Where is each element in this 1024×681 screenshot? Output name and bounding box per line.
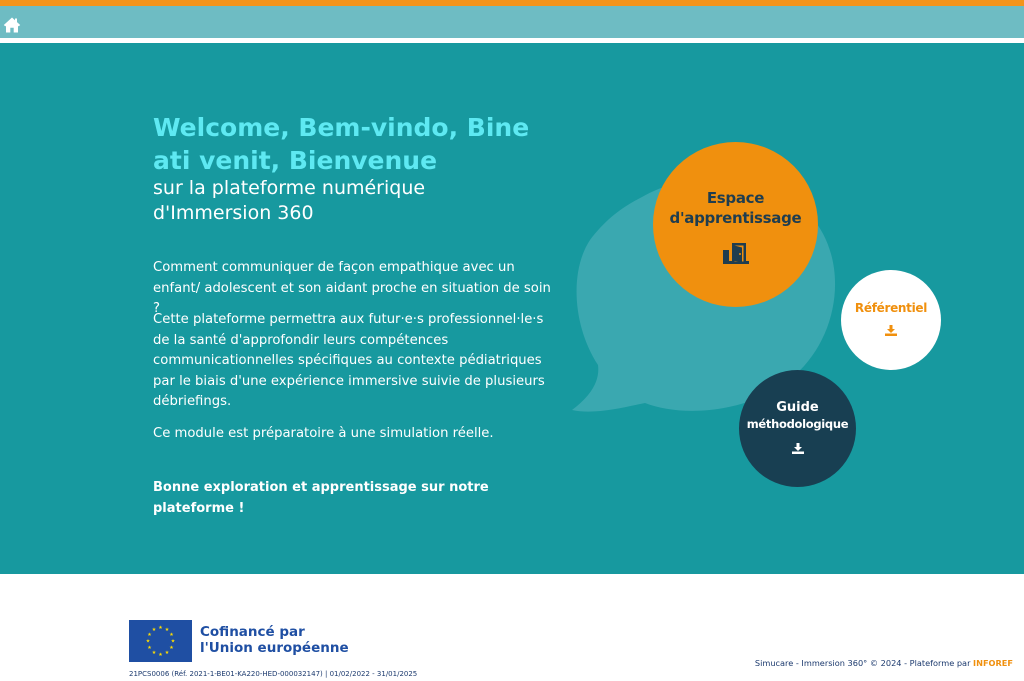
top-nav-bar xyxy=(0,6,1024,38)
espace-label xyxy=(670,188,802,228)
eu-label-line1: Cofinancé par xyxy=(200,624,305,640)
referentiel-button[interactable] xyxy=(841,270,941,370)
svg-text:★: ★ xyxy=(158,625,163,631)
svg-text:★: ★ xyxy=(151,627,157,633)
home-icon[interactable] xyxy=(3,16,21,34)
footer-credits xyxy=(755,658,1013,668)
welcome-title xyxy=(153,111,573,177)
espace-apprentissage-button[interactable] xyxy=(653,142,818,307)
eu-flag-logo xyxy=(129,620,192,662)
grant-reference: 21PCS0006 (Réf. 2021-1-BE01-KA220-HED-000032147) | 01/02/2022 - 31/01/2025 xyxy=(129,670,418,678)
guide-methodologique-button[interactable] xyxy=(739,370,856,487)
hero-section xyxy=(0,43,1024,574)
download-icon xyxy=(885,321,897,340)
svg-text:★: ★ xyxy=(145,638,151,645)
svg-text:★: ★ xyxy=(164,627,170,633)
closing-message: Bonne exploration et apprentissage sur notre plateforme ! xyxy=(153,480,489,516)
svg-text:★: ★ xyxy=(158,652,163,658)
subtitle-line2: d'Immersion 360 xyxy=(153,202,314,224)
espace-label-line1: Espace xyxy=(706,188,765,207)
svg-text:★: ★ xyxy=(169,632,174,638)
svg-text:★: ★ xyxy=(170,638,176,645)
door-enter-icon xyxy=(722,242,750,268)
eu-cofunding-label xyxy=(200,624,400,656)
svg-text:★: ★ xyxy=(164,650,170,656)
module-note: Ce module est préparatoire à une simulation réelle. xyxy=(153,426,494,441)
intro-question: Comment communiquer de façon empathique avec un enfant/ adolescent et son aidant proche en situation de soin ? xyxy=(153,260,551,316)
download-icon xyxy=(792,439,804,458)
referentiel-label: Référentiel xyxy=(854,300,928,315)
svg-text:★: ★ xyxy=(147,645,152,651)
svg-text:★: ★ xyxy=(147,632,152,638)
espace-label-line2: d'apprentissage xyxy=(669,208,802,227)
svg-text:★: ★ xyxy=(169,645,174,651)
guide-label-line1: Guide xyxy=(776,400,819,415)
eu-label-line2: l'Union européenne xyxy=(200,640,349,656)
platform-subtitle xyxy=(153,176,573,226)
inforef-link[interactable]: INFOREF xyxy=(973,658,1013,668)
credits-text: Simucare - Immersion 360° © 2024 - Plateforme par xyxy=(754,658,974,668)
footer xyxy=(0,574,1024,681)
guide-label-line2: méthodologique xyxy=(746,417,849,431)
svg-text:★: ★ xyxy=(151,650,157,656)
subtitle-line1: sur la plateforme numérique xyxy=(153,177,426,199)
welcome-title-line2: ati venit, Bienvenue xyxy=(153,146,438,175)
welcome-title-line1: Welcome, Bem-vindo, Bine xyxy=(153,113,530,142)
platform-description: Cette plateforme permettra aux futur·e·s professionnel·le·s de la santé d'approfondir leurs compétences communicationnelles spécifiques au contexte pédiatriques par le biais d'une expérience immersive suivie de plusieurs débriefings. xyxy=(153,312,545,409)
